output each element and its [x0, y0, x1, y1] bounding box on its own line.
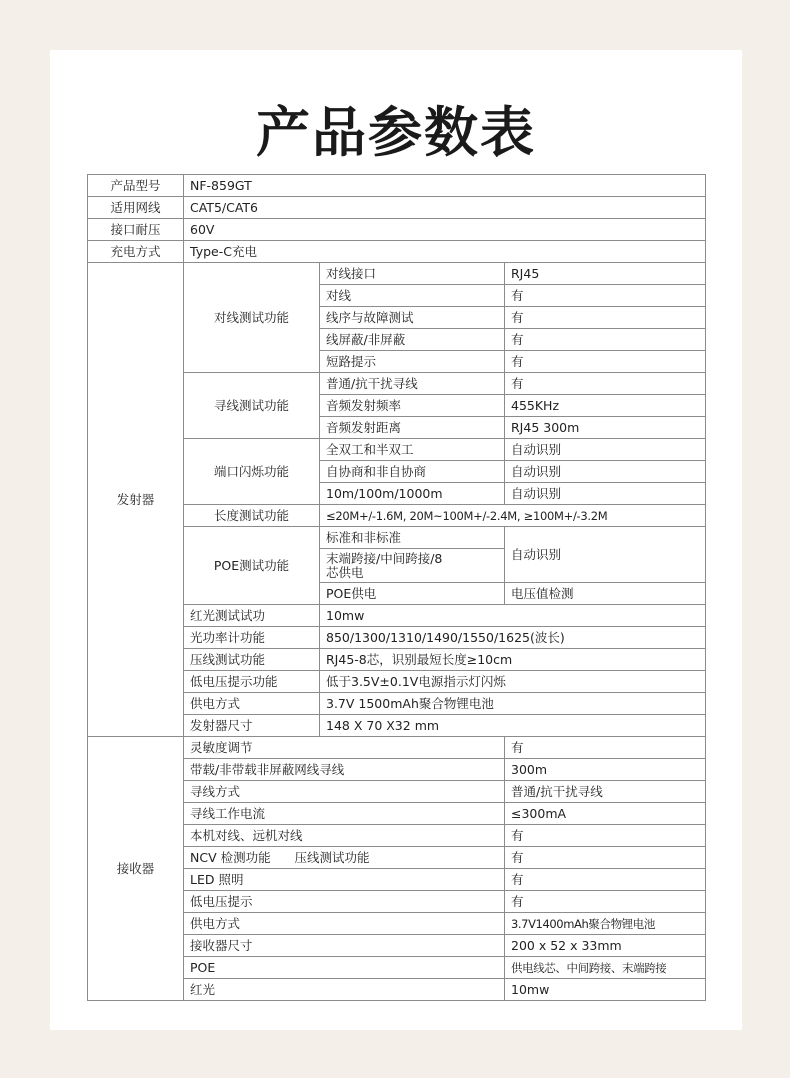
spec-label: 供电方式 [184, 693, 320, 715]
spec-item: NCV 检测功能 压线测试功能 [184, 847, 505, 869]
spec-value: RJ45 300m [505, 417, 706, 439]
spec-value: ≤300mA [505, 803, 706, 825]
spec-item: 寻线工作电流 [184, 803, 505, 825]
spec-value: 850/1300/1310/1490/1550/1625(波长) [320, 627, 706, 649]
spec-value: 148 X 70 X32 mm [320, 715, 706, 737]
spec-value: 自动识别 [505, 439, 706, 461]
wire-test-label: 对线测试功能 [184, 263, 320, 373]
spec-item: LED 照明 [184, 869, 505, 891]
spec-value: 200 x 52 x 33mm [505, 935, 706, 957]
spec-label: 红光测试试功 [184, 605, 320, 627]
spec-label: 充电方式 [88, 241, 184, 263]
table-row [88, 241, 706, 263]
table-row [88, 263, 706, 285]
table-row [88, 175, 706, 197]
spec-value: 有 [505, 351, 706, 373]
spec-value: 有 [505, 307, 706, 329]
trace-test-label: 寻线测试功能 [184, 373, 320, 439]
spec-item: 全双工和半双工 [320, 439, 505, 461]
spec-value: 有 [505, 869, 706, 891]
spec-item: 音频发射距离 [320, 417, 505, 439]
receiver-label: 接收器 [88, 737, 184, 1001]
table-row [88, 219, 706, 241]
spec-item: 红光 [184, 979, 505, 1001]
spec-value: 电压值检测 [505, 583, 706, 605]
table-row [88, 197, 706, 219]
spec-table [87, 174, 706, 1001]
spec-item: 对线 [320, 285, 505, 307]
spec-value: 10mw [505, 979, 706, 1001]
spec-label: 发射器尺寸 [184, 715, 320, 737]
transmitter-label: 发射器 [88, 263, 184, 737]
spec-value: 低于3.5V±0.1V电源指示灯闪烁 [320, 671, 706, 693]
spec-value: 自动识别 [505, 461, 706, 483]
spec-value: 有 [505, 329, 706, 351]
spec-item: 普通/抗干扰寻线 [320, 373, 505, 395]
spec-item: 本机对线、远机对线 [184, 825, 505, 847]
spec-value: 有 [505, 891, 706, 913]
spec-item: 接收器尺寸 [184, 935, 505, 957]
spec-value: 60V [184, 219, 706, 241]
spec-item: 线序与故障测试 [320, 307, 505, 329]
spec-value: 10mw [320, 605, 706, 627]
spec-item: 自协商和非自协商 [320, 461, 505, 483]
spec-item: 低电压提示 [184, 891, 505, 913]
spec-item: POE [184, 957, 505, 979]
spec-item: 10m/100m/1000m [320, 483, 505, 505]
spec-value: 455KHz [505, 395, 706, 417]
spec-label: 接口耐压 [88, 219, 184, 241]
spec-item: 带载/非带载非屏蔽网线寻线 [184, 759, 505, 781]
spec-value: 自动识别 [505, 483, 706, 505]
spec-item: 对线接口 [320, 263, 505, 285]
spec-value: 有 [505, 847, 706, 869]
spec-value: RJ45-8芯，识别最短长度≥10cm [320, 649, 706, 671]
port-flash-label: 端口闪烁功能 [184, 439, 320, 505]
spec-label: 低电压提示功能 [184, 671, 320, 693]
spec-item: POE供电 [320, 583, 505, 605]
spec-value: 有 [505, 825, 706, 847]
spec-value: RJ45 [505, 263, 706, 285]
spec-value: 自动识别 [505, 527, 706, 583]
spec-item: 灵敏度调节 [184, 737, 505, 759]
spec-value: 有 [505, 373, 706, 395]
spec-item: 寻线方式 [184, 781, 505, 803]
spec-value: CAT5/CAT6 [184, 197, 706, 219]
spec-value: 普通/抗干扰寻线 [505, 781, 706, 803]
spec-value: ≤20M+/-1.6M, 20M~100M+/-2.4M, ≥100M+/-3.2M [320, 505, 706, 527]
spec-item: 短路提示 [320, 351, 505, 373]
spec-item: 标准和非标准 [320, 527, 505, 549]
spec-item: 供电方式 [184, 913, 505, 935]
spec-label: 压线测试功能 [184, 649, 320, 671]
spec-label: 产品型号 [88, 175, 184, 197]
spec-item: 末端跨接/中间跨接/8芯供电 [320, 549, 505, 583]
spec-label: 适用网线 [88, 197, 184, 219]
spec-value: 3.7V1400mAh聚合物锂电池 [505, 913, 706, 935]
spec-value: NF-859GT [184, 175, 706, 197]
page-title: 产品参数表 [256, 101, 536, 164]
spec-value: Type-C充电 [184, 241, 706, 263]
spec-label: 光功率计功能 [184, 627, 320, 649]
spec-value: 供电线芯、中间跨接、末端跨接 [505, 957, 706, 979]
poe-test-label: POE测试功能 [184, 527, 320, 605]
spec-value: 有 [505, 285, 706, 307]
spec-value: 有 [505, 737, 706, 759]
spec-item: 线屏蔽/非屏蔽 [320, 329, 505, 351]
spec-value: 3.7V 1500mAh聚合物锂电池 [320, 693, 706, 715]
table-row [88, 737, 706, 759]
length-test-label: 长度测试功能 [184, 505, 320, 527]
spec-item: 音频发射频率 [320, 395, 505, 417]
spec-value: 300m [505, 759, 706, 781]
